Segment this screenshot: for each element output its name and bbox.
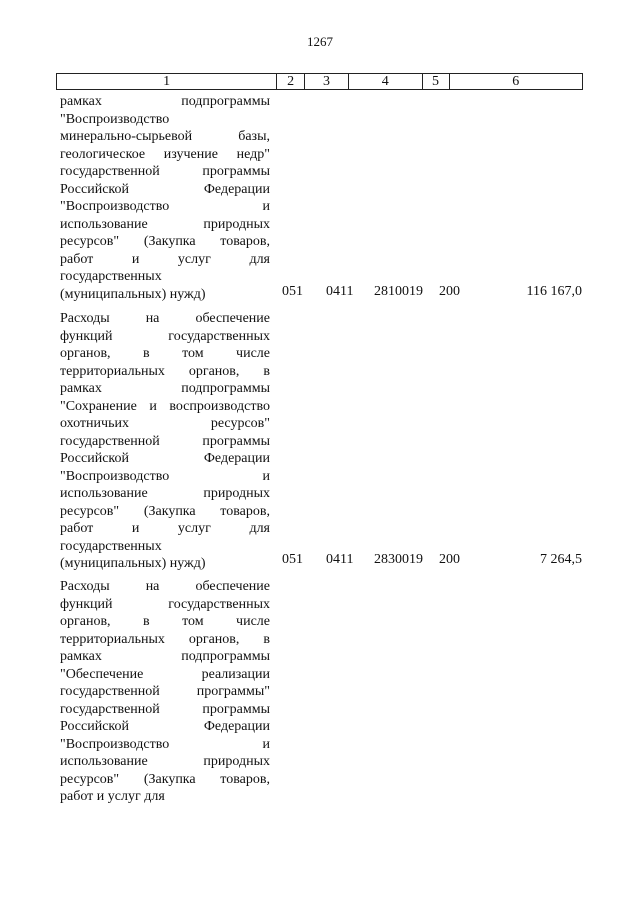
section-code: 0411 <box>326 284 354 299</box>
expense-kind-code: 200 <box>439 552 460 567</box>
description-line: (муниципальных) нужд) <box>60 556 206 571</box>
description-line: "Обеспечение реализации <box>60 666 270 682</box>
column-header-1: 1 <box>57 74 277 89</box>
description-line: "Сохранение и воспроизводство <box>60 398 270 414</box>
description-line: "Воспроизводство <box>60 111 170 127</box>
description-line: охотничьих ресурсов" <box>60 416 270 431</box>
description-line: государственной программы <box>60 433 270 449</box>
description-line: органов, в том числе <box>60 346 270 361</box>
description-line: "Воспроизводство и <box>60 468 270 484</box>
description-line: Российской Федерации <box>60 181 270 197</box>
description-line: "Воспроизводство и <box>60 199 270 214</box>
amount: 7 264,5 <box>540 552 582 567</box>
amount: 116 167,0 <box>526 284 582 299</box>
row-description <box>60 310 270 573</box>
description-line: функций государственных <box>60 596 270 612</box>
description-line: ресурсов" (Закупка товаров, <box>60 503 270 519</box>
column-header-5: 5 <box>423 74 450 89</box>
description-line: государственной программы <box>60 164 270 179</box>
description-line: работ и услуг для <box>60 251 270 267</box>
description-line: рамках подпрограммы <box>60 649 270 664</box>
description-line: использование природных <box>60 486 270 501</box>
description-line: Расходы на обеспечение <box>60 311 270 326</box>
description-line: государственных <box>60 269 162 284</box>
column-header-3: 3 <box>305 74 349 89</box>
row-description <box>60 93 270 303</box>
description-line: использование природных <box>60 754 270 769</box>
ministry-code: 051 <box>282 284 303 299</box>
description-line: рамках подпрограммы <box>60 381 270 396</box>
table-header <box>56 73 583 90</box>
description-line: (муниципальных) нужд) <box>60 286 206 302</box>
description-line: работ и услуг для <box>60 521 270 536</box>
description-line: органов, в том числе <box>60 614 270 629</box>
ministry-code: 051 <box>282 552 303 567</box>
description-line: рамках подпрограммы <box>60 94 270 109</box>
target-article-code: 2810019 <box>374 284 423 299</box>
description-line: территориальных органов, в <box>60 363 270 379</box>
description-line: Расходы на обеспечение <box>60 579 270 594</box>
description-line: государственной программы <box>60 701 270 717</box>
column-header-2: 2 <box>277 74 305 89</box>
description-line: использование природных <box>60 216 270 232</box>
column-header-4: 4 <box>349 74 423 89</box>
page-number: 1267 <box>307 34 333 49</box>
description-line: Российской Федерации <box>60 719 270 734</box>
description-line: геологическое изучение недр" <box>60 146 270 162</box>
description-line: территориальных органов, в <box>60 631 270 647</box>
description-line: ресурсов" (Закупка товаров, <box>60 234 270 249</box>
description-line: государственных <box>60 538 162 554</box>
row-description <box>60 578 270 806</box>
description-line: функций государственных <box>60 328 270 344</box>
section-code: 0411 <box>326 552 354 567</box>
description-line: "Воспроизводство и <box>60 736 270 752</box>
description-line: государственной программы" <box>60 684 270 699</box>
description-line: работ и услуг для <box>60 789 165 804</box>
target-article-code: 2830019 <box>374 552 423 567</box>
description-line: ресурсов" (Закупка товаров, <box>60 771 270 787</box>
description-line: Российской Федерации <box>60 451 270 466</box>
description-line: минерально-сырьевой базы, <box>60 129 270 144</box>
column-header-6: 6 <box>512 74 520 89</box>
expense-kind-code: 200 <box>439 284 460 299</box>
